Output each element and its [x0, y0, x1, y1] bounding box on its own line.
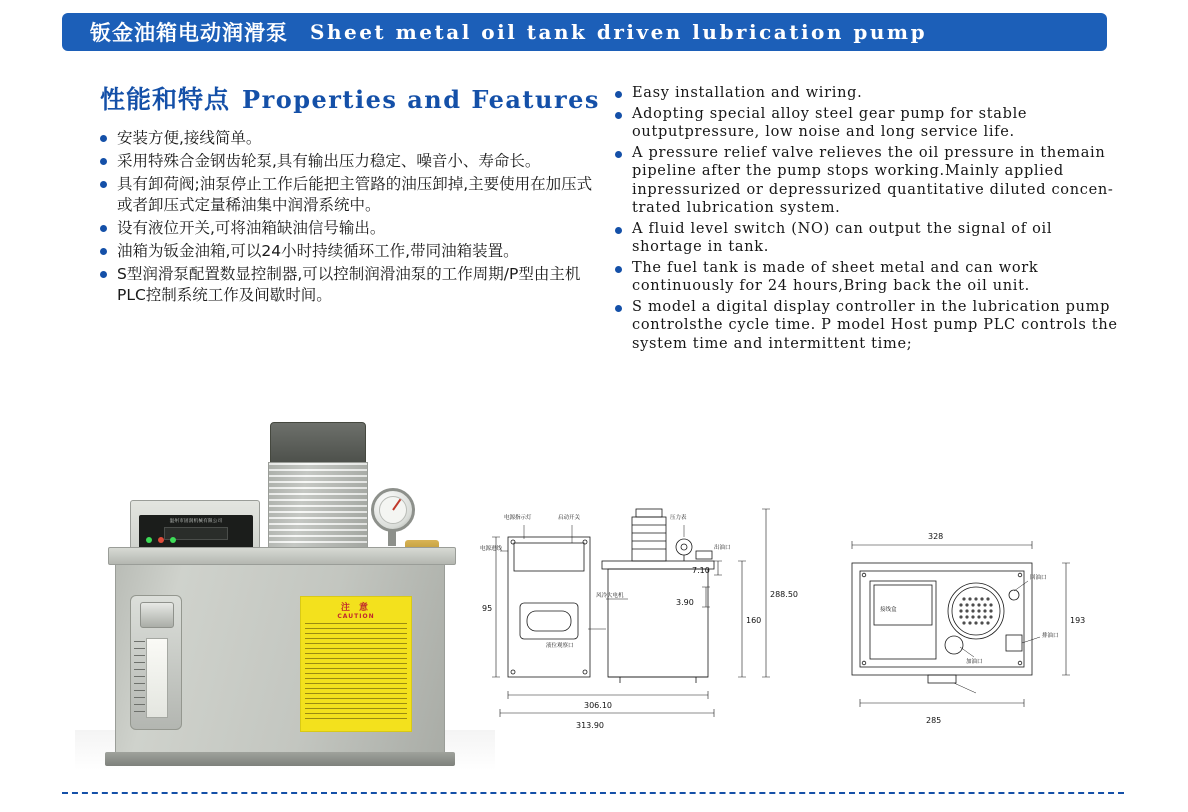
features-list-en — [615, 84, 1125, 355]
callout-terminal-box: 接线盒 — [880, 607, 897, 613]
bullet-dot-icon — [100, 181, 107, 188]
bullet-dot-icon — [615, 112, 622, 119]
front-view-drawing — [480, 495, 810, 740]
list-item — [100, 264, 600, 306]
feature-text-cn: 油箱为钣金油箱,可以24小时持续循环工作,带同油箱装置。 — [117, 242, 519, 260]
feature-text-en: A fluid level switch (NO) can output the signal of oil shortage in tank. — [632, 220, 1053, 255]
run-led-icon — [170, 537, 176, 543]
dim-overall-height: 288.50 — [770, 590, 798, 599]
caution-label — [300, 596, 412, 732]
feature-text-cn: 采用特殊合金钢齿轮泵,具有输出压力稳定、噪音小、寿命长。 — [117, 152, 541, 170]
list-item — [100, 241, 600, 262]
controller-leds — [146, 537, 176, 543]
oil-tank-base — [105, 752, 455, 766]
dim-depth-right: 193 — [1070, 616, 1086, 625]
bullet-dot-icon — [615, 305, 622, 312]
header-title-en: Sheet metal oil tank driven lubrication pump — [310, 20, 928, 44]
dim-height-left: 95 — [482, 604, 493, 613]
product-photo — [75, 400, 495, 770]
feature-text-en: S model a digital display controller in the lubrication pump controlsthe cycle time. P model Host pump PLC controls the system time and intermittent time; — [632, 298, 1118, 352]
list-item — [615, 144, 1125, 218]
level-scale-marks — [134, 641, 145, 715]
motor-body — [268, 462, 368, 550]
bullet-dot-icon — [615, 91, 622, 98]
caution-title-en: CAUTION — [337, 613, 375, 620]
list-item — [615, 259, 1125, 296]
callout-power-indicator: 电源指示灯 — [504, 515, 532, 521]
dim-inner-height: 160 — [746, 616, 762, 625]
dim-small-1: 7.10 — [692, 566, 710, 575]
dim-width-inner: 306.10 — [584, 701, 612, 710]
callout-oil-outlet: 出油口 — [714, 545, 731, 551]
dim-width-outer: 313.90 — [576, 721, 604, 730]
bullet-dot-icon — [100, 271, 107, 278]
alarm-led-icon — [158, 537, 164, 543]
callout-start-switch: 启动开关 — [558, 515, 581, 521]
section-title-en: Properties and Features — [242, 85, 600, 114]
feature-text-en: The fuel tank is made of sheet metal and can work continuously for 24 hours,Bring back the oil unit. — [632, 259, 1039, 294]
caution-title-cn: 注 意 — [340, 603, 372, 613]
bullet-dot-icon — [615, 151, 622, 158]
bullet-dot-icon — [100, 158, 107, 165]
dim-width-top: 328 — [928, 532, 944, 541]
bullet-dot-icon — [100, 135, 107, 142]
features-list-cn — [100, 128, 600, 308]
caution-text-block — [305, 623, 407, 723]
list-item — [615, 105, 1125, 142]
bullet-dot-icon — [100, 248, 107, 255]
feature-text-cn: 具有卸荷阀;油泵停止工作后能把主管路的油压卸掉,主要使用在加压式或者卸压式定量稀油集中润滑系统中。 — [117, 175, 593, 214]
controller-brand-label: 温州市固润机械有限公司 — [169, 519, 223, 524]
list-item — [100, 218, 600, 239]
bullet-dot-icon — [615, 266, 622, 273]
feature-text-en: Adopting special alloy steel gear pump for stable outputpressure, low noise and long service life. — [632, 105, 1028, 140]
section-title-cn: 性能和特点 — [100, 85, 231, 114]
level-gauge-cap — [140, 602, 174, 628]
footer-divider — [62, 792, 1124, 794]
list-item — [615, 298, 1125, 354]
top-view-drawing — [818, 495, 1118, 740]
callout-fan-cooled-motor: 风冷大电机 — [596, 593, 624, 599]
level-sight-tube — [146, 638, 168, 718]
power-led-icon — [146, 537, 152, 543]
bullet-dot-icon — [100, 225, 107, 232]
list-item — [615, 84, 1125, 103]
section-title — [100, 80, 600, 116]
page-header-banner — [62, 13, 1107, 51]
callout-power-inlet: 电源进线 — [480, 546, 503, 552]
gauge-stem — [388, 530, 396, 546]
dim-width-bottom: 285 — [926, 716, 942, 725]
feature-text-cn: 安装方便,接线简单。 — [117, 129, 262, 147]
callout-return-port: 回油口 — [1030, 575, 1047, 581]
motor-terminal-box — [270, 422, 366, 464]
callout-pressure-gauge: 压力表 — [670, 515, 687, 521]
feature-text-en: Easy installation and wiring. — [632, 85, 863, 101]
pressure-gauge-icon — [371, 488, 415, 532]
list-item — [100, 151, 600, 172]
callout-oil-filler: 加油口 — [966, 659, 983, 665]
feature-text-en: A pressure relief valve relieves the oil pressure in themain pipeline after the pump stops working.Mainly applied inpressurized or depressurized quantitative diluted concen-trated lubrication system. — [632, 144, 1114, 216]
feature-text-cn: S型润滑泵配置数显控制器,可以控制润滑油泵的工作周期/P型由主机PLC控制系统工作及间歇时间。 — [117, 265, 581, 304]
header-title-cn: 钣金油箱电动润滑泵 — [90, 21, 288, 45]
feature-text-cn: 设有液位开关,可将油箱缺油信号输出。 — [117, 219, 386, 237]
callout-level-window: 液位观察口 — [546, 643, 574, 649]
list-item — [100, 128, 600, 149]
motor-cooling-fins — [269, 463, 367, 549]
list-item — [615, 220, 1125, 257]
bullet-dot-icon — [615, 227, 622, 234]
oil-level-gauge — [130, 595, 182, 730]
callout-drain-port: 排油口 — [1042, 633, 1059, 639]
list-item — [100, 174, 600, 216]
dim-small-2: 3.90 — [676, 598, 694, 607]
